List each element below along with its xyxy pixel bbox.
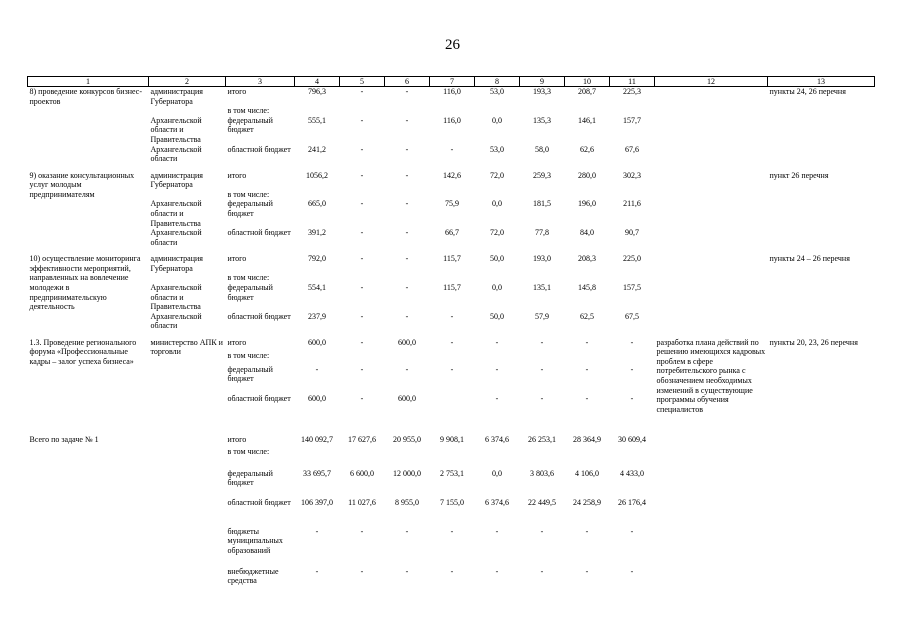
y2015-cell [385,447,430,469]
table-row [28,312,875,336]
y2017-cell [475,351,520,365]
y2017-cell: - [495,566,499,576]
total-cell: 600,0 [308,337,326,347]
header-row [28,77,875,87]
y2019-cell: - [585,526,589,536]
y2017-cell: - [495,393,499,403]
y2020-cell: 4 433,0 [620,468,644,478]
result-cell [655,312,768,336]
executor-cell: Архангельской области [150,311,202,331]
y2018-cell: - [540,337,544,347]
y2019-cell: 196,0 [578,199,596,209]
source-cell: итого [227,434,247,444]
total-cell: 241,2 [308,144,326,154]
table-row [28,116,875,145]
y2020-cell: 157,7 [623,115,641,125]
y2020-cell: 302,3 [623,170,641,180]
y2020-cell [610,351,655,365]
total-cell: 555,1 [308,115,326,125]
y2018-cell: 3 803,6 [530,468,554,478]
y2019-cell: - [585,364,589,374]
y2014-cell: 6 600,0 [350,468,374,478]
y2014-cell: - [360,311,364,321]
executor-cell: Архангельской области и Правительства [150,282,202,312]
y2020-cell [610,190,655,200]
budget-table [27,76,875,593]
total-cell: 106 397,0 [301,497,333,507]
table-row [28,169,875,190]
y2019-cell: 4 106,0 [575,468,599,478]
result-cell [655,145,768,169]
y2017-cell: 50,0 [490,254,504,264]
executor-cell: министерство АПК и торговли [150,337,223,357]
y2014-cell: 11 027,6 [348,497,376,507]
source-cell: итого [227,87,247,96]
y2020-cell: - [630,526,634,536]
y2015-cell: - [405,311,409,321]
y2016-cell: 9 908,1 [440,434,464,444]
total-cell: - [315,364,319,374]
reference-cell: пункты 24, 26 перечня [769,87,846,96]
y2015-cell: 20 955,0 [393,434,421,444]
y2015-cell [385,273,430,283]
column-header: 2 [149,77,226,87]
column-header: 12 [655,77,768,87]
y2020-cell: 67,5 [625,311,639,321]
y2016-cell [430,106,475,116]
source-cell: в том числе: [227,350,270,360]
total-cell: 665,0 [308,199,326,209]
y2017-cell: 6 374,6 [485,434,509,444]
y2016-cell: 7 155,0 [440,497,464,507]
total-cell: 554,1 [308,282,326,292]
source-cell: итого [227,254,247,264]
y2016-cell [430,273,475,283]
executor-cell [149,567,226,593]
total-cell: 237,9 [308,311,326,321]
y2018-cell: 259,3 [533,170,551,180]
reference-cell: пункты 20, 23, 26 перечня [769,337,858,347]
y2019-cell [565,447,610,469]
y2018-cell: 58,0 [535,144,549,154]
executor-cell [149,190,226,200]
y2016-cell: - [450,311,454,321]
column-header: 5 [340,77,385,87]
reference-cell: пункт 26 перечня [769,170,829,180]
activity-cell: Всего по задаче № 1 [29,434,99,444]
y2016-cell: 75,9 [445,199,459,209]
column-header: 13 [768,77,875,87]
y2014-cell: - [360,566,364,576]
total-cell: 140 092,7 [301,434,333,444]
source-cell: бюджеты муниципальных образований [227,526,283,555]
table-body [28,87,875,593]
executor-cell: Архангельской области и Правительства [150,115,202,144]
y2015-cell: - [405,228,409,238]
total-cell [295,351,340,365]
y2016-cell: 142,6 [443,170,461,180]
y2020-cell: 225,0 [623,254,641,264]
activity-cell: 10) осуществление мониторинга эффективности мероприятий, направленных на вовлечение молодежи в предпринимательскую деятельность [29,254,141,312]
y2018-cell: 135,3 [533,115,551,125]
reference-cell [768,433,875,593]
y2016-cell [430,351,475,365]
table-row [28,87,875,107]
y2020-cell [610,447,655,469]
y2018-cell [520,190,565,200]
y2019-cell: 62,5 [580,311,594,321]
y2020-cell: - [630,337,634,347]
y2014-cell: - [360,170,364,180]
y2016-cell: - [450,364,454,374]
result-cell [655,283,768,312]
y2014-cell: - [360,337,364,347]
y2019-cell: 28 364,9 [573,434,601,444]
executor-cell: Архангельской области [150,144,202,164]
source-cell: итого [227,170,247,180]
result-cell [655,228,768,252]
y2019-cell [565,190,610,200]
total-cell: - [315,526,319,536]
total-cell: 796,3 [308,87,326,96]
y2020-cell [610,106,655,116]
total-cell: 600,0 [308,393,326,403]
y2019-cell: 145,8 [578,282,596,292]
column-header: 3 [226,77,295,87]
source-cell: федеральный бюджет [227,468,273,488]
total-cell [295,273,340,283]
y2016-cell: 116,0 [443,87,461,96]
y2020-cell: - [630,364,634,374]
y2014-cell: - [360,199,364,209]
y2018-cell [520,273,565,283]
table-row [28,283,875,312]
y2014-cell: - [360,87,364,96]
result-cell: разработка плана действий по решению имеющихся кадровых проблем в сфере потребительского рынка с обозначением необходимых изменений в существующие программы обучения специалистов [656,337,766,414]
y2020-cell: 211,6 [623,199,641,209]
y2019-cell: 24 258,9 [573,497,601,507]
y2020-cell: - [630,566,634,576]
y2017-cell: 0,0 [492,468,502,478]
y2015-cell: - [405,364,409,374]
y2017-cell: 0,0 [492,115,502,125]
y2018-cell: 22 449,5 [528,497,556,507]
column-header: 11 [610,77,655,87]
table-row [28,336,875,351]
result-cell [655,252,768,273]
y2015-cell: - [405,254,409,264]
y2017-cell: 6 374,6 [485,497,509,507]
y2016-cell: 66,7 [445,228,459,238]
y2014-cell: - [360,254,364,264]
y2020-cell: 90,7 [625,228,639,238]
y2014-cell [340,273,385,283]
column-header: 1 [28,77,149,87]
y2014-cell: - [360,282,364,292]
y2016-cell: - [450,566,454,576]
table-row [28,433,875,447]
result-cell [655,433,768,593]
total-cell [295,447,340,469]
source-cell: итого [227,337,247,347]
table-row [28,145,875,169]
total-cell: 33 695,7 [303,468,331,478]
source-cell: областной бюджет [227,228,291,238]
executor-cell: Архангельской области и Правительства [150,199,202,228]
executor-cell [149,106,226,116]
y2015-cell [385,351,430,365]
y2018-cell: 181,5 [533,199,551,209]
y2014-cell: - [360,115,364,125]
activity-cell: 8) проведение конкурсов бизнес-проектов [29,87,142,106]
source-cell: в том числе: [227,446,270,456]
result-cell [655,199,768,228]
y2017-cell: 0,0 [492,282,502,292]
y2016-cell [430,394,475,433]
executor-cell: Архангельской области [150,228,202,247]
source-cell: областной бюджет [227,497,291,507]
y2019-cell [565,351,610,365]
source-cell: областной бюджет [227,393,291,403]
table-row [28,199,875,228]
source-cell: в том числе: [227,189,270,199]
column-header: 7 [430,77,475,87]
y2014-cell: 17 627,6 [348,434,376,444]
total-cell [295,190,340,200]
y2017-cell: 72,0 [490,170,504,180]
y2019-cell: - [585,337,589,347]
result-cell [655,87,768,107]
table-row [28,106,875,116]
y2020-cell: 157,5 [623,282,641,292]
executor-cell [149,498,226,527]
y2018-cell: 57,9 [535,311,549,321]
source-cell: внебюджетные средства [227,566,279,586]
y2017-cell [475,106,520,116]
table-row [28,228,875,252]
y2017-cell: 50,0 [490,311,504,321]
y2014-cell: - [360,144,364,154]
y2019-cell: - [585,393,589,403]
source-cell: федеральный бюджет [227,364,273,384]
y2019-cell: 84,0 [580,228,594,238]
y2018-cell: 135,1 [533,282,551,292]
y2017-cell: 72,0 [490,228,504,238]
y2017-cell [475,273,520,283]
y2018-cell: - [540,526,544,536]
y2015-cell [385,190,430,200]
y2018-cell [520,106,565,116]
y2017-cell [475,190,520,200]
total-cell: 792,0 [308,254,326,264]
y2020-cell: - [630,393,634,403]
table-row [28,190,875,200]
table-row [28,252,875,273]
y2020-cell: 30 609,4 [618,434,646,444]
column-header: 8 [475,77,520,87]
executor-cell [149,469,226,498]
activity-cell: 1.3. Проведение регионального форума «Профессиональные кадры – залог успеха бизнеса» [29,337,137,366]
result-cell [655,169,768,190]
y2015-cell: - [405,144,409,154]
y2015-cell: - [405,170,409,180]
column-header: 10 [565,77,610,87]
y2018-cell: 77,8 [535,228,549,238]
y2020-cell: 225,3 [623,87,641,96]
y2019-cell [565,106,610,116]
source-cell: в том числе: [227,106,270,116]
y2019-cell: 280,0 [578,170,596,180]
y2015-cell: - [405,87,409,96]
y2017-cell: - [495,364,499,374]
y2019-cell: - [585,566,589,576]
result-cell [655,190,768,200]
y2016-cell [430,447,475,469]
y2018-cell: 26 253,1 [528,434,556,444]
y2015-cell: 600,0 [398,337,416,347]
y2017-cell: - [495,337,499,347]
total-cell [295,106,340,116]
y2015-cell: 600,0 [398,393,416,403]
column-header: 9 [520,77,565,87]
y2015-cell [385,106,430,116]
y2015-cell: - [405,199,409,209]
y2016-cell: 115,7 [443,282,461,292]
y2014-cell [340,190,385,200]
source-cell: федеральный бюджет [227,199,273,218]
executor-cell [149,447,226,469]
y2015-cell: 8 955,0 [395,497,419,507]
y2016-cell: - [450,144,454,154]
y2019-cell: 208,7 [578,87,596,96]
y2017-cell: 0,0 [492,199,502,209]
source-cell: федеральный бюджет [227,115,273,135]
y2020-cell [610,273,655,283]
y2018-cell: - [540,566,544,576]
executor-cell: администрация Губернатора [150,170,203,190]
total-cell: 1056,2 [306,170,328,180]
result-cell [655,106,768,116]
source-cell: областной бюджет [227,311,291,321]
y2014-cell [340,106,385,116]
y2017-cell: 53,0 [490,144,504,154]
y2014-cell [340,447,385,469]
reference-cell: пункты 24 – 26 перечня [769,254,850,264]
y2018-cell [520,447,565,469]
y2016-cell [430,190,475,200]
y2017-cell: - [495,526,499,536]
y2015-cell: - [405,566,409,576]
y2018-cell: 193,0 [533,254,551,264]
total-cell: 391,2 [308,228,326,238]
source-cell: областной бюджет [227,144,291,154]
y2015-cell: - [405,282,409,292]
y2014-cell: - [360,526,364,536]
y2019-cell: 208,3 [578,254,596,264]
y2014-cell: - [360,228,364,238]
y2016-cell: 2 753,1 [440,468,464,478]
source-cell: федеральный бюджет [227,282,273,302]
table-row [28,273,875,283]
y2014-cell [340,351,385,365]
y2016-cell: 115,7 [443,254,461,264]
column-header: 4 [295,77,340,87]
result-cell [655,116,768,145]
column-header: 6 [385,77,430,87]
executor-cell [149,527,226,567]
y2020-cell: 26 176,4 [618,497,646,507]
y2014-cell: - [360,393,364,403]
y2015-cell: - [405,115,409,125]
y2019-cell: 62,6 [580,144,594,154]
y2014-cell: - [360,364,364,374]
source-cell: в том числе: [227,273,270,283]
executor-cell: администрация Губернатора [150,254,203,273]
executor-cell [149,433,226,447]
y2015-cell: - [405,526,409,536]
y2016-cell: - [450,337,454,347]
result-cell [655,273,768,283]
page-number: 26 [445,37,460,53]
executor-cell: администрация Губернатора [150,87,203,106]
y2018-cell: - [540,393,544,403]
y2015-cell: 12 000,0 [393,468,421,478]
y2018-cell [520,351,565,365]
y2019-cell [565,273,610,283]
y2020-cell: 67,6 [625,144,639,154]
y2017-cell [475,447,520,469]
y2016-cell: - [450,526,454,536]
y2019-cell: 146,1 [578,115,596,125]
activity-cell: 9) оказание консультационных услуг молодым предпринимателям [29,170,135,199]
total-cell: - [315,566,319,576]
y2017-cell: 53,0 [490,87,504,96]
executor-cell [149,273,226,283]
y2018-cell: 193,3 [533,87,551,96]
y2016-cell: 116,0 [443,115,461,125]
y2018-cell: - [540,364,544,374]
